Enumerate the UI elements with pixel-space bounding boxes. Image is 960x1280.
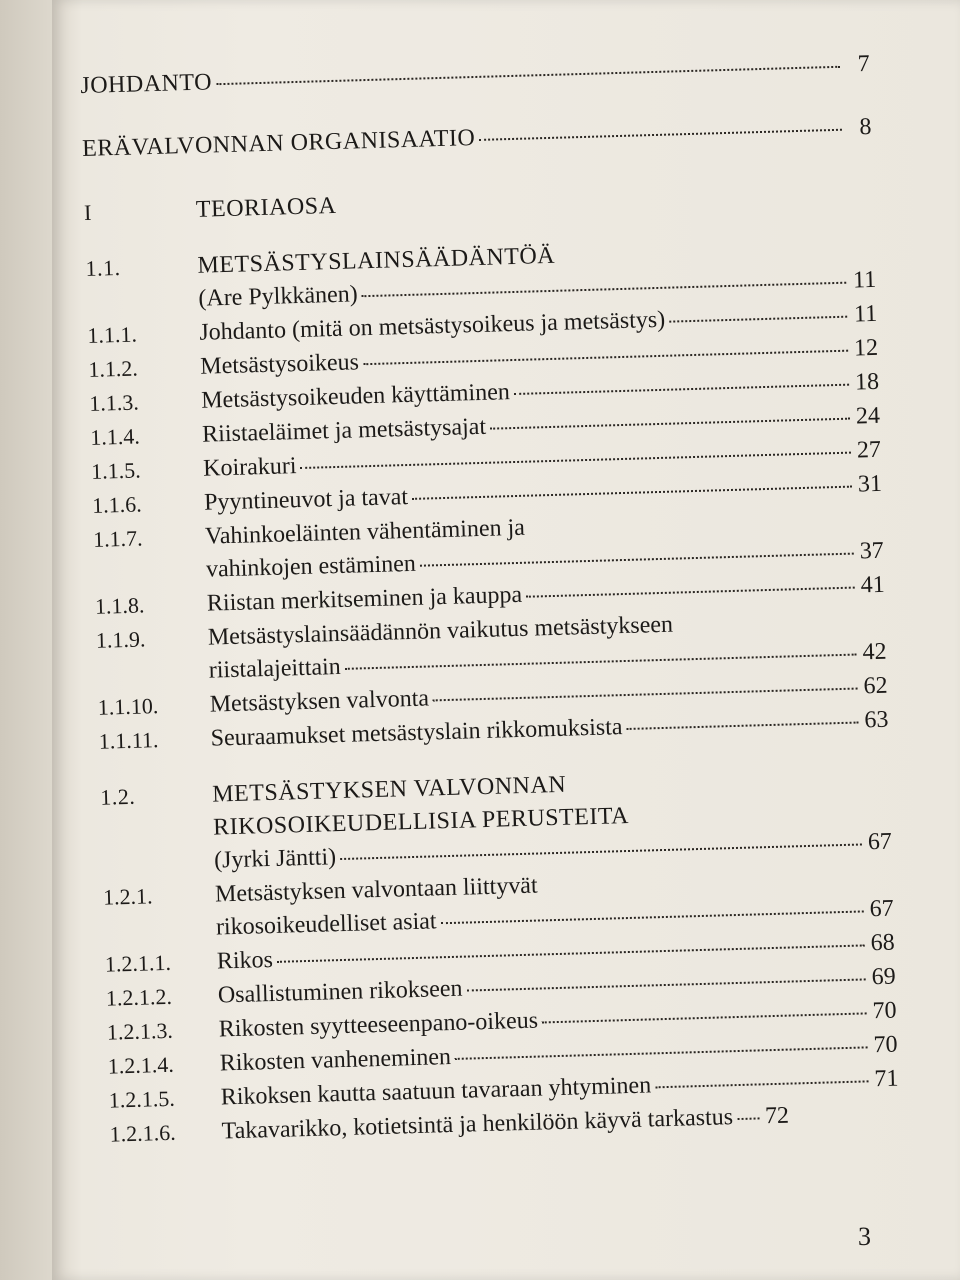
toc-page: 7 <box>857 50 871 78</box>
section-1-2-items <box>103 859 900 1152</box>
toc-title: Metsästyksen valvonta <box>209 685 430 718</box>
book-gutter <box>0 0 52 1280</box>
toc-page: 69 <box>871 963 896 991</box>
toc-page: 68 <box>870 929 896 957</box>
toc-number: 1.1.5. <box>90 457 142 484</box>
toc-page: 70 <box>872 997 897 1025</box>
toc-page: 18 <box>854 368 880 396</box>
dot-leader <box>340 842 862 860</box>
dot-leader <box>441 909 864 924</box>
toc-title: Metsästysoikeus <box>199 349 360 380</box>
dot-leader <box>542 1011 867 1023</box>
dot-leader <box>455 1045 868 1060</box>
dot-leader <box>526 586 855 598</box>
dot-leader <box>277 943 865 962</box>
toc-title: JOHDANTO <box>80 69 213 99</box>
toc-title: Rikosten vanheneminen <box>219 1044 452 1077</box>
toc-page: 11 <box>852 266 877 294</box>
toc-title: Riistan merkitseminen ja kauppa <box>206 581 523 617</box>
dot-leader <box>737 1116 759 1120</box>
toc-title: Rikoksen kautta saatuun tavaraan yhtyminen <box>220 1072 652 1111</box>
dot-leader <box>363 349 848 366</box>
toc-number: 1.2.1.2. <box>105 983 173 1011</box>
toc-title-continued: riistalajeittain <box>208 653 342 684</box>
section-title: METSÄSTYKSEN VALVONNAN <box>211 771 567 808</box>
toc-page: 71 <box>874 1065 899 1093</box>
part-number: I <box>83 199 93 225</box>
dot-leader <box>655 1079 868 1088</box>
toc-page: 8 <box>859 113 873 141</box>
toc-title: Osallistuminen rikokseen <box>217 975 463 1009</box>
toc-title: Vahinkoeläinten vähentäminen ja <box>204 514 526 550</box>
dot-leader <box>466 977 865 991</box>
dot-leader <box>216 65 840 85</box>
toc-title: Metsästysoikeuden käyttäminen <box>200 379 511 414</box>
section-1-1-items <box>87 297 889 759</box>
toc-number: 1.1.4. <box>89 423 141 450</box>
toc-page: 41 <box>860 571 886 599</box>
dot-leader <box>490 417 850 430</box>
toc-title: Johdanto (mitä on metsästysoikeus ja metsästys) <box>199 306 666 346</box>
toc-title: ERÄVALVONNAN ORGANISAATIO <box>81 124 476 162</box>
toc-title-continued: vahinkojen estäminen <box>205 550 417 583</box>
toc-number: 1.1.6. <box>91 491 142 518</box>
dot-leader <box>412 485 852 500</box>
toc-page: 42 <box>862 638 887 666</box>
toc-title: Seuraamukset metsästyslain rikkomuksista <box>210 714 623 752</box>
toc-title: Koirakuri <box>202 453 297 482</box>
toc-page: 31 <box>857 470 883 498</box>
toc-page: 72 <box>764 1102 790 1130</box>
toc-title: Rikos <box>216 946 274 975</box>
toc-number: 1.2.1.3. <box>106 1017 174 1045</box>
toc-title: Takavarikko, kotietsintä ja henkilöön käyvä tarkastus <box>221 1104 734 1145</box>
toc-number: 1.2.1.6. <box>109 1119 177 1147</box>
toc-number: 1.1.3. <box>88 389 140 416</box>
toc-title-continued: rikosoikeudelliset asiat <box>215 908 437 941</box>
toc-page: 67 <box>867 828 893 856</box>
dot-leader <box>433 687 858 702</box>
toc-page: 27 <box>856 436 882 464</box>
section-author: (Are Pylkkänen) <box>198 281 359 312</box>
dot-leader <box>514 383 849 395</box>
toc-number: 1.1.11. <box>98 727 159 754</box>
page-number: 3 <box>858 1222 871 1251</box>
dot-leader <box>626 721 858 730</box>
toc-number: 1.1.8. <box>94 592 145 619</box>
toc-number: 1.2.1.4. <box>107 1051 175 1079</box>
dot-leader <box>479 128 842 141</box>
toc-page: 70 <box>873 1031 898 1059</box>
toc-title: Riistaeläimet ja metsästysajat <box>201 413 487 448</box>
toc-page: 62 <box>863 672 888 700</box>
toc-number: 1.2.1.1. <box>104 949 172 977</box>
toc-title: Rikosten syytteeseenpano-oikeus <box>218 1007 539 1043</box>
dot-leader <box>669 315 847 323</box>
part-title: TEORIAOSA <box>195 192 337 223</box>
dot-leader <box>345 653 857 670</box>
toc-page: 67 <box>869 895 895 923</box>
dot-leader <box>420 552 854 567</box>
dot-leader <box>300 451 851 469</box>
toc-number: 1.2.1.5. <box>108 1085 176 1113</box>
dot-leader <box>362 281 847 298</box>
toc-number: 1.1.10. <box>97 693 159 720</box>
section-number: 1.2. <box>99 783 136 810</box>
section-number: 1.1. <box>85 254 121 281</box>
toc-page: 37 <box>859 537 885 565</box>
toc-number: 1.1.7. <box>92 525 143 552</box>
table-of-contents <box>80 48 900 1152</box>
toc-page: 24 <box>855 402 881 430</box>
toc-number: 1.1.1. <box>87 321 138 348</box>
toc-number: 1.1.2. <box>88 355 139 382</box>
section-author: (Jyrki Jäntti) <box>213 844 337 874</box>
section-title-continued: RIKOSOIKEUDELLISIA PERUSTEITA <box>212 802 630 841</box>
toc-number: 1.1.9. <box>95 626 146 653</box>
toc-title: Pyyntineuvot ja tavat <box>203 484 409 516</box>
toc-title: Metsästyslainsäädännön vaikutus metsästykseen <box>207 611 674 651</box>
toc-page: 63 <box>864 706 889 734</box>
toc-number: 1.2.1. <box>102 883 153 910</box>
toc-title: Metsästyksen valvontaan liittyvät <box>214 872 538 908</box>
section-title: METSÄSTYSLAINSÄÄDÄNTÖÄ <box>197 242 556 279</box>
toc-page: 11 <box>853 300 878 328</box>
toc-page: 12 <box>853 334 879 362</box>
